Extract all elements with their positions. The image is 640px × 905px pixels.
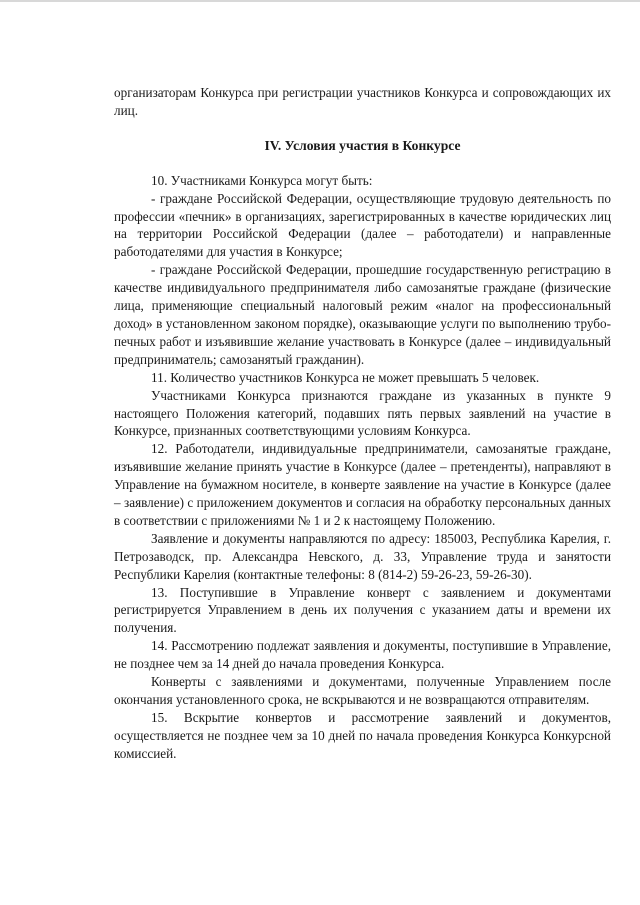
paragraph-12-address: Заявление и документы направляются по адресу: 185003, Республика Карелия, г. Петрозаводск, пр. Александра Невского, д. 33, Управление труда и занятости Республики Карелия (контактные телефоны: 8 (814-2) 59-26-23, 59-26-30). [114,530,611,582]
paragraph-15: 15. Вскрытие конвертов и рассмотрение заявлений и документов, осуществляется не позднее чем за 10 дней по начала проведения Конкурса Конкурсной комиссией. [114,709,611,761]
spacer [114,120,611,137]
paragraph-12: 12. Работодатели, индивидуальные предприниматели, самозанятые граждане, изъявившие желание принять участие в Конкурсе (далее – претенденты), направляют в Управление на бумажном носителе, в конверте заявление на участие в Конкурсе (далее – заявление) с приложением документов и согласия на обработку персональных данных в соответствии с приложениями № 1 и 2 к настоящему Положению. [114,441,611,528]
scan-edge [0,0,640,2]
spacer [114,155,611,172]
paragraph-10-intro: 10. Участниками Конкурса могут быть: [151,172,373,188]
paragraph-10-item-employees: - граждане Российской Федерации, осуществляющие трудовую деятельность по профессии «печник» в организациях, зарегистрированных в качестве юридических лиц на территории Российской Федерации (далее – работодатели) и направленные работодателями для участия в Конкурсе; [114,190,611,260]
document-body [114,84,611,763]
section-heading: IV. Условия участия в Конкурсе [264,137,461,153]
paragraph-13: 13. Поступившие в Управление конверт с заявлением и документами регистрируется Управлением в день их получения с указанием даты и времени их получения. [114,584,611,636]
continuation-paragraph: организаторам Конкурса при регистрации участников Конкурса и сопровождающих их лиц. [114,85,611,118]
paragraph-11-continuation: Участниками Конкурса признаются граждане из указанных в пункте 9 настоящего Положения категорий, подавших пять первых заявлений на участие в Конкурсе, признанных соответствующими условиям Конкурса. [114,387,611,439]
paragraph-14-continuation: Конверты с заявлениями и документами, полученные Управлением после окончания установленного срока, не вскрываются и не возвращаются отправителям. [114,674,611,707]
paragraph-14: 14. Рассмотрению подлежат заявления и документы, поступившие в Управление, не позднее чем за 14 дней до начала проведения Конкурса. [114,638,611,672]
paragraph-10-item-entrepreneurs: - граждане Российской Федерации, прошедшие государственную регистрацию в качестве индивидуального предпринимателя либо самозанятые граждане (физические лица, применяющие специальный налоговый режим «налог на профессиональный доход» в установленном законом порядке), оказывающие услуги по выполнению трубо-печных работ и изъявившие желание участвовать в Конкурсе (далее – индивидуальный предприниматель; самозанятый гражданин). [114,262,611,367]
paragraph-11: 11. Количество участников Конкурса не может превышать 5 человек. [151,369,540,385]
